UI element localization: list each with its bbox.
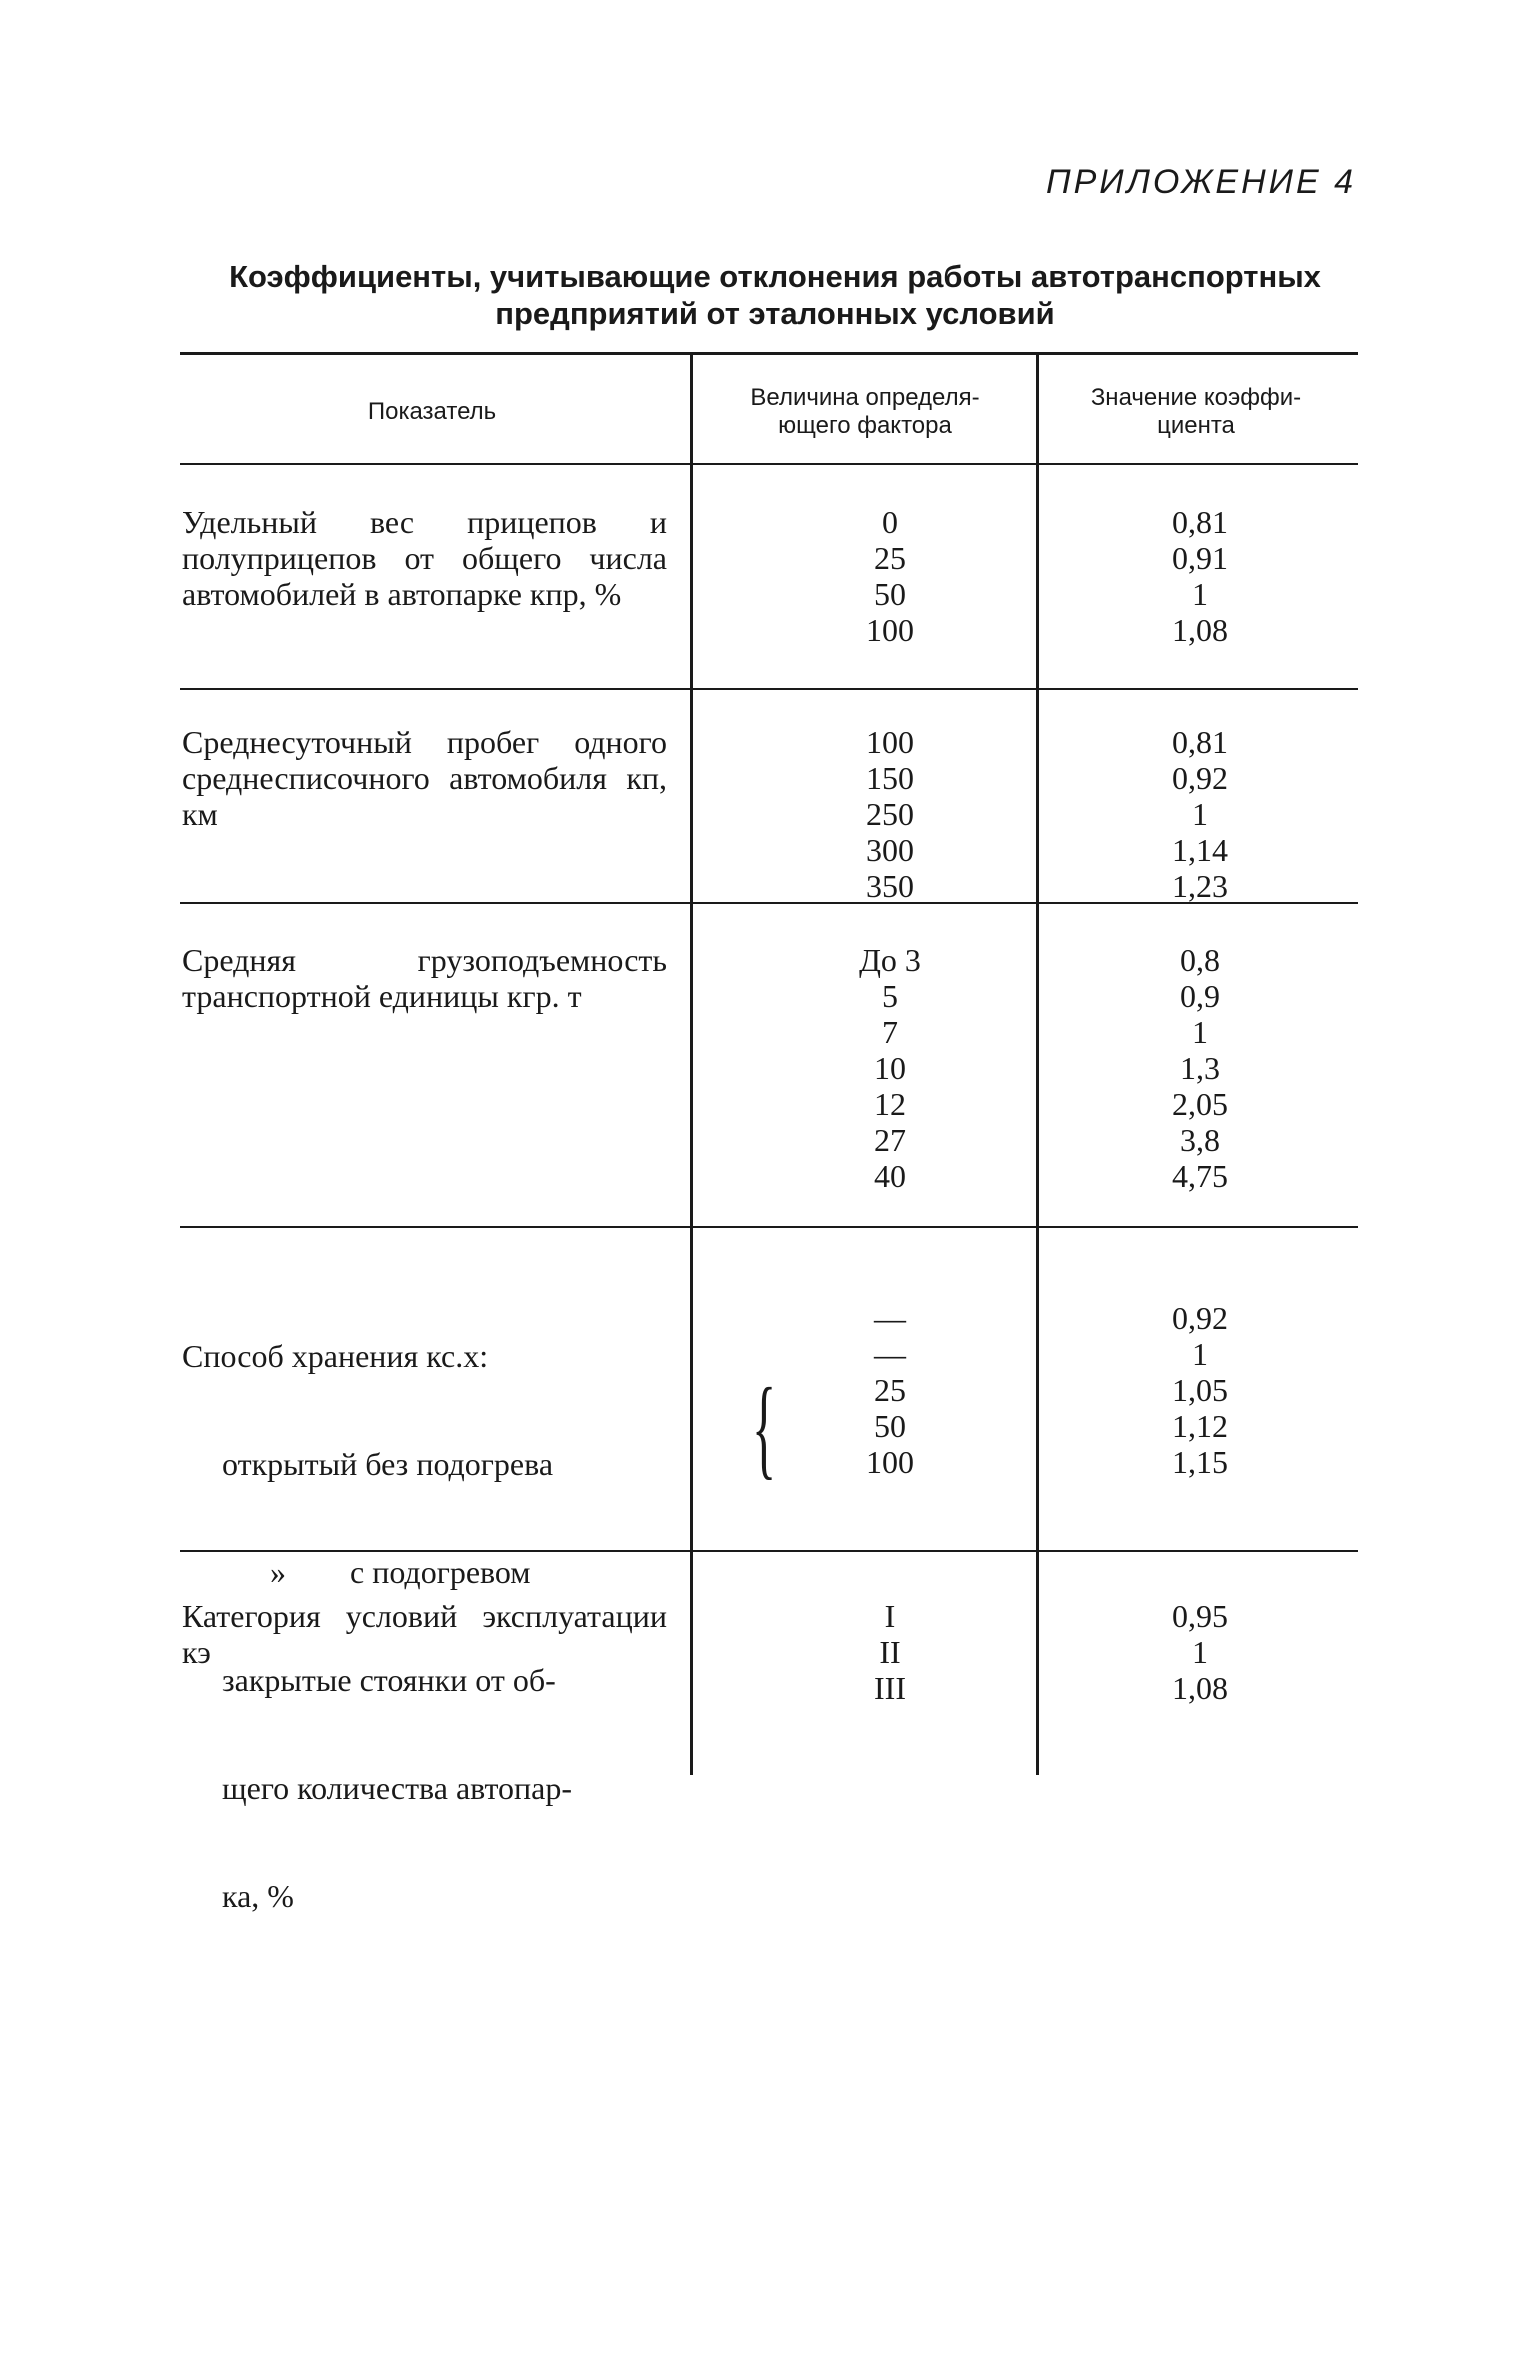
row-4-line-4: закрытые стоянки от об- bbox=[222, 1662, 556, 1698]
row-1-indicator: Удельный вес прицепов и полуприцепов от общего числа автомобилей в автопарке кпр, % bbox=[182, 504, 667, 612]
row-4-coefficients: 0,92 1 1,05 1,12 1,15 bbox=[1172, 1300, 1228, 1480]
row-2-values: 100 150 250 300 350 bbox=[866, 724, 914, 904]
row-4-values: — — 25 50 100 bbox=[866, 1300, 914, 1480]
row-5-values: I II III bbox=[874, 1598, 906, 1706]
row-4-line-1: Способ хранения кс.х: bbox=[182, 1338, 489, 1374]
row-2-indicator: Среднесуточный пробег одного среднесписочного автомобиля кп, км bbox=[182, 724, 667, 832]
row-rule-1 bbox=[180, 688, 1358, 690]
row-1-values: 0 25 50 100 bbox=[866, 504, 914, 648]
header-rule bbox=[180, 463, 1358, 465]
row-5-coefficients: 0,95 1 1,08 bbox=[1172, 1598, 1228, 1706]
top-rule bbox=[180, 352, 1358, 355]
row-3-coefficients: 0,8 0,9 1 1,3 2,05 3,8 4,75 bbox=[1172, 942, 1228, 1194]
table-title: Коэффициенты, учитывающие отклонения работы автотранспортных предприятий от эталонных условий bbox=[229, 259, 1321, 331]
column-line-1 bbox=[690, 355, 693, 1775]
header-factor: Величина определя- ющего фактора bbox=[750, 384, 980, 439]
row-2-coefficients: 0,81 0,92 1 1,14 1,23 bbox=[1172, 724, 1228, 904]
row-3-indicator: Средняя грузоподъемность транспортной единицы кгр. т bbox=[182, 942, 667, 1014]
row-1-coefficients: 0,81 0,91 1 1,08 bbox=[1172, 504, 1228, 648]
row-3-values: До 3 5 7 10 12 27 40 bbox=[859, 942, 921, 1194]
grouping-brace: { bbox=[752, 1366, 777, 1490]
row-4-line-6: ка, % bbox=[222, 1878, 294, 1914]
row-rule-3 bbox=[180, 1226, 1358, 1228]
row-4-line-5: щего количества автопар- bbox=[222, 1770, 572, 1806]
appendix-label: ПРИЛОЖЕНИЕ 4 bbox=[1045, 163, 1356, 201]
header-indicator: Показатель bbox=[367, 398, 497, 425]
row-4-line-3: » с подогревом bbox=[270, 1554, 531, 1590]
header-coefficient: Значение коэффи- циента bbox=[1090, 384, 1302, 439]
row-4-line-2: открытый без подогрева bbox=[222, 1446, 554, 1482]
row-5-indicator: Категория условий эксплуатации кэ bbox=[182, 1598, 667, 1670]
